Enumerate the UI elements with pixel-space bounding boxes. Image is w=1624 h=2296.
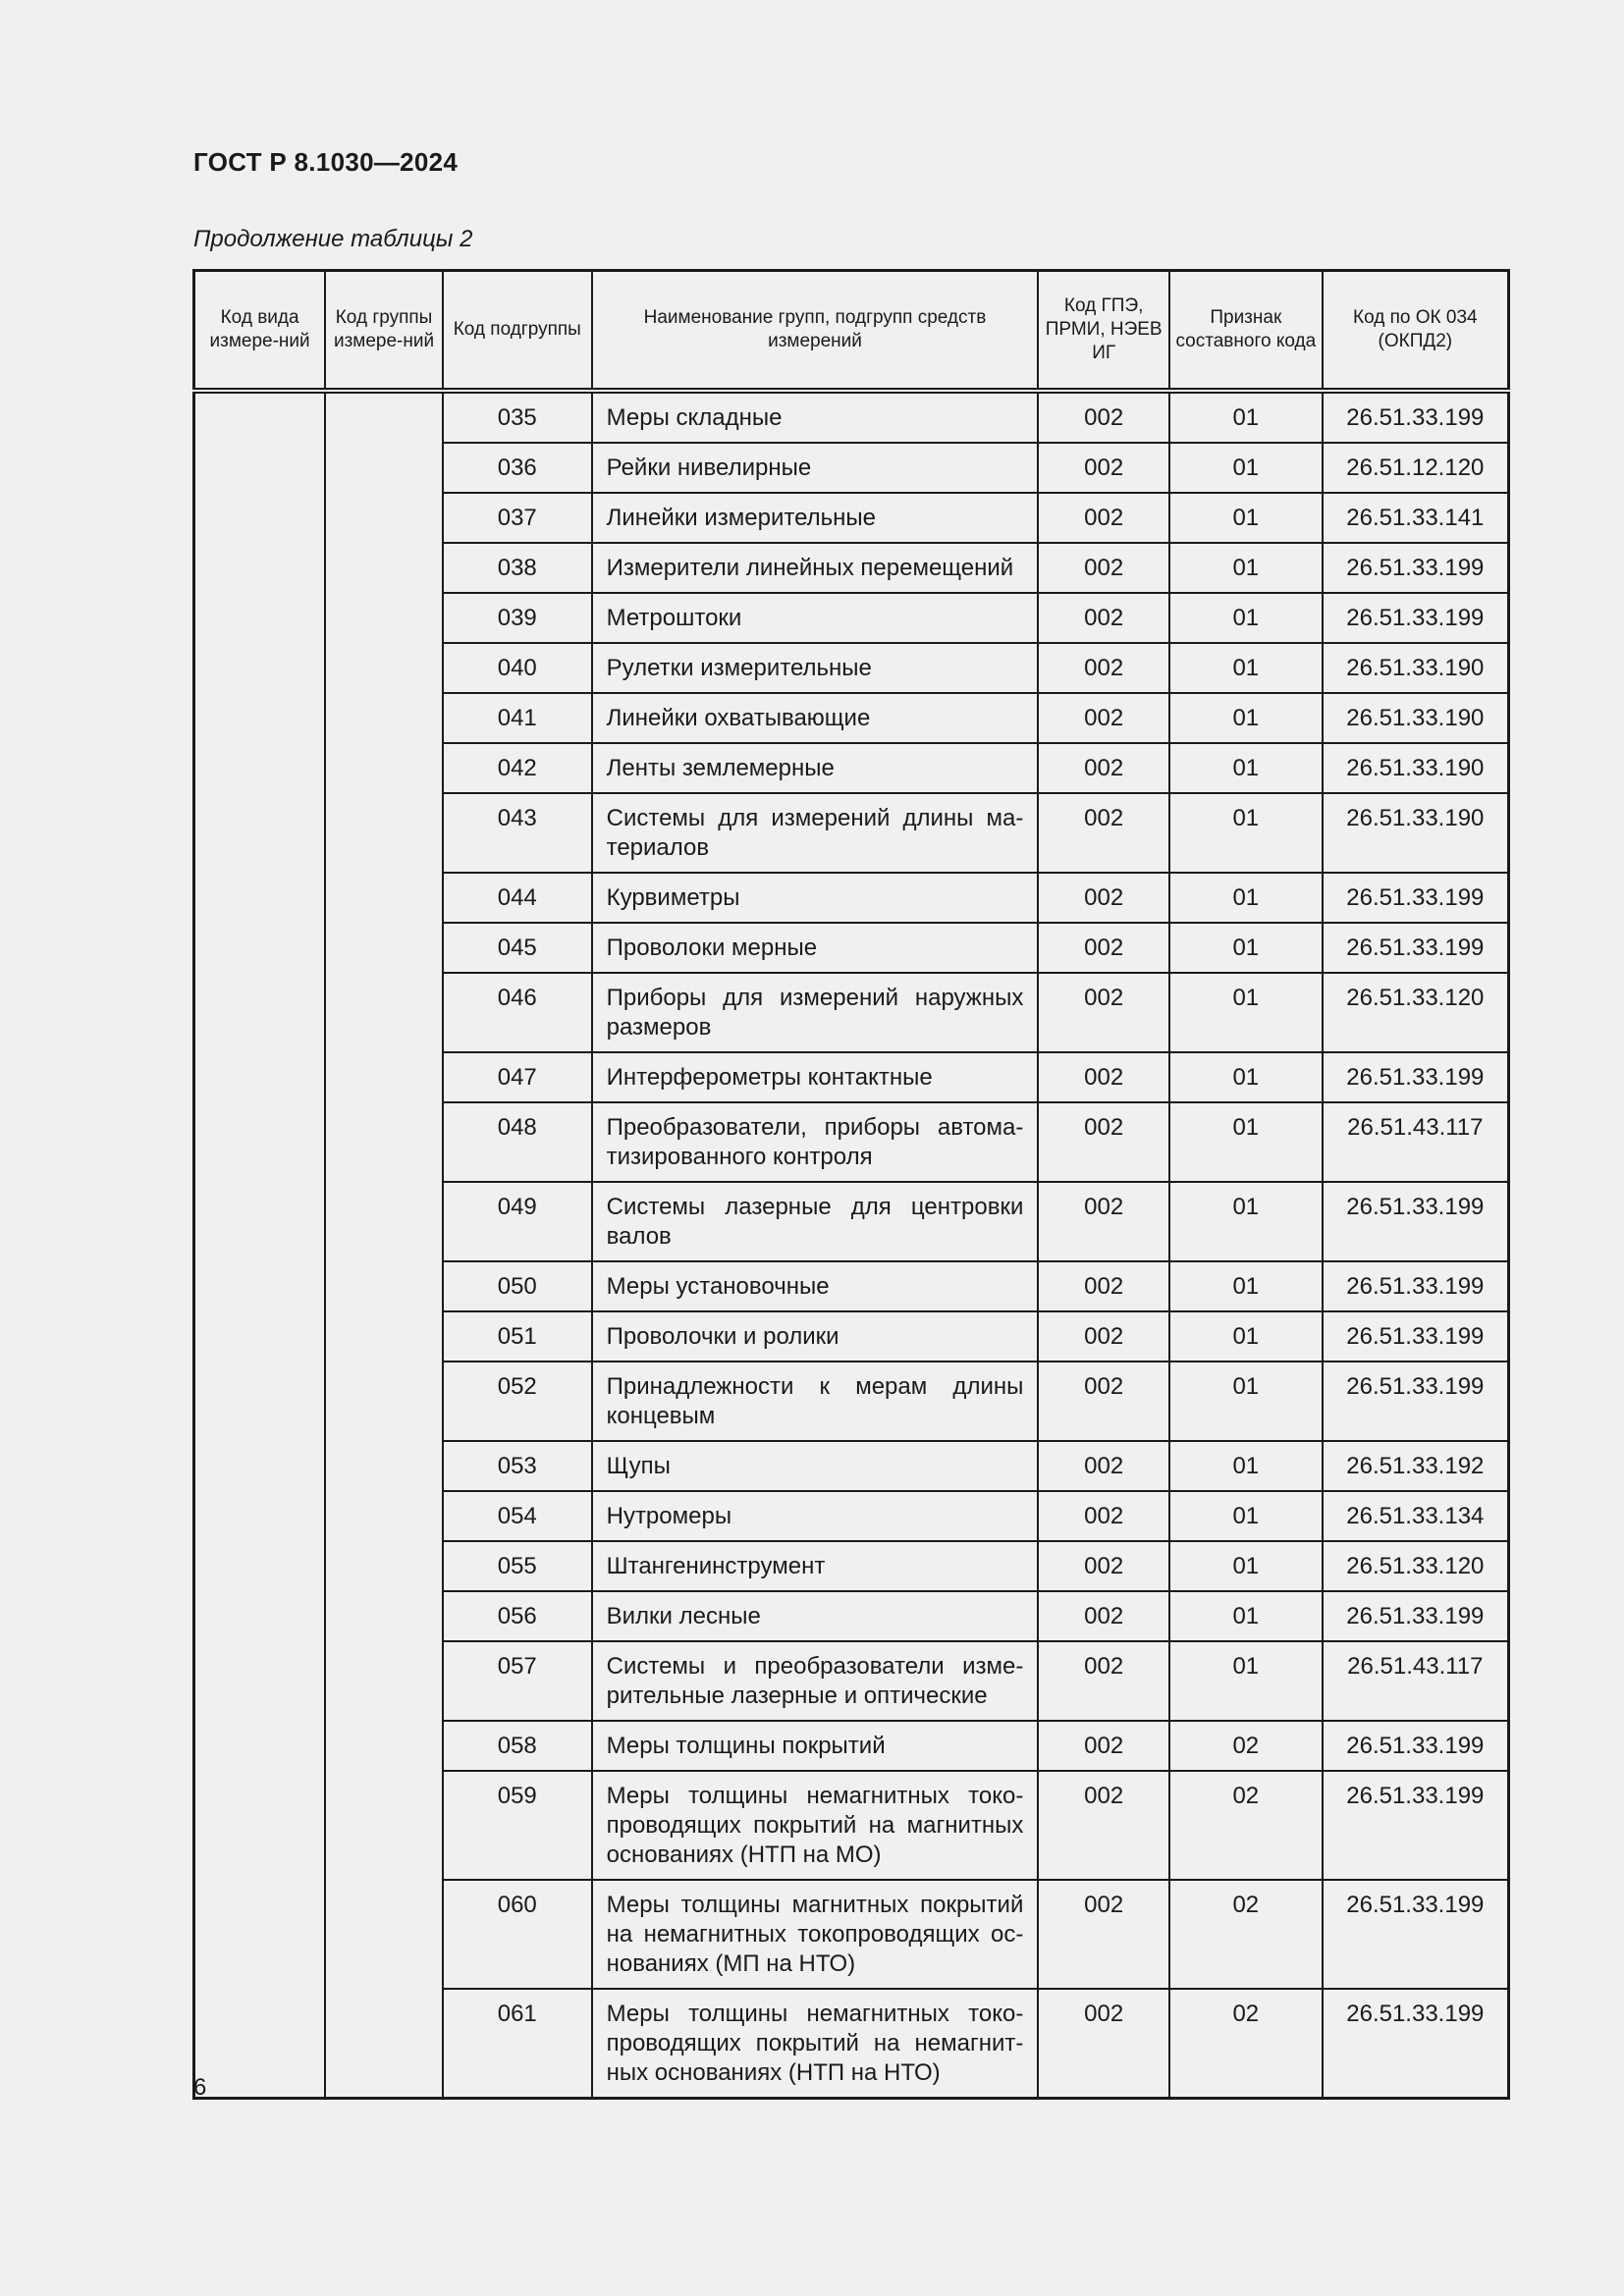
subgroup-code-cell: 044	[443, 873, 592, 923]
composite-sign-cell: 01	[1169, 391, 1323, 443]
subgroup-name-cell: Метроштоки	[592, 593, 1039, 643]
subgroup-name-cell: Меры складные	[592, 391, 1039, 443]
table-row	[194, 391, 1509, 443]
okpd2-code-cell: 26.51.33.199	[1323, 543, 1509, 593]
okpd2-code-cell: 26.51.33.190	[1323, 693, 1509, 743]
subgroup-name-cell: Линейки охватывающие	[592, 693, 1039, 743]
measurement-instruments-table	[192, 269, 1510, 2100]
okpd2-code-cell: 26.51.33.141	[1323, 493, 1509, 543]
subgroup-name-cell: Проволочки и ролики	[592, 1311, 1039, 1362]
gpe-code-cell: 002	[1038, 793, 1169, 873]
subgroup-code-cell: 053	[443, 1441, 592, 1491]
okpd2-code-cell: 26.51.43.117	[1323, 1641, 1509, 1721]
gpe-code-cell: 002	[1038, 1989, 1169, 2099]
subgroup-code-cell: 042	[443, 743, 592, 793]
composite-sign-cell: 01	[1169, 593, 1323, 643]
okpd2-code-cell: 26.51.33.199	[1323, 1721, 1509, 1771]
composite-sign-cell: 01	[1169, 873, 1323, 923]
okpd2-code-cell: 26.51.33.199	[1323, 1771, 1509, 1880]
gpe-code-cell: 002	[1038, 1052, 1169, 1102]
composite-sign-cell: 01	[1169, 1362, 1323, 1441]
column-header-name: Наименование групп, подгрупп средств измерений	[592, 271, 1039, 392]
subgroup-name-cell: Интерферометры контактные	[592, 1052, 1039, 1102]
composite-sign-cell: 01	[1169, 743, 1323, 793]
subgroup-name-cell: Рейки нивелирные	[592, 443, 1039, 493]
gpe-code-cell: 002	[1038, 1102, 1169, 1182]
composite-sign-cell: 01	[1169, 1182, 1323, 1261]
page-number: 6	[193, 2074, 207, 2101]
subgroup-code-cell: 050	[443, 1261, 592, 1311]
composite-sign-cell: 01	[1169, 1441, 1323, 1491]
okpd2-code-cell: 26.51.33.199	[1323, 1989, 1509, 2099]
okpd2-code-cell: 26.51.33.199	[1323, 1591, 1509, 1641]
subgroup-name-cell: Системы для измерений длины материалов	[592, 793, 1039, 873]
gpe-code-cell: 002	[1038, 743, 1169, 793]
okpd2-code-cell: 26.51.33.199	[1323, 1311, 1509, 1362]
gpe-code-cell: 002	[1038, 923, 1169, 973]
gpe-code-cell: 002	[1038, 1261, 1169, 1311]
gpe-code-cell: 002	[1038, 643, 1169, 693]
composite-sign-cell: 01	[1169, 1591, 1323, 1641]
gpe-code-cell: 002	[1038, 1591, 1169, 1641]
composite-sign-cell: 01	[1169, 1052, 1323, 1102]
composite-sign-cell: 02	[1169, 1989, 1323, 2099]
gpe-code-cell: 002	[1038, 1362, 1169, 1441]
okpd2-code-cell: 26.51.33.192	[1323, 1441, 1509, 1491]
okpd2-code-cell: 26.51.33.199	[1323, 391, 1509, 443]
okpd2-code-cell: 26.51.43.117	[1323, 1102, 1509, 1182]
subgroup-code-cell: 058	[443, 1721, 592, 1771]
subgroup-name-cell: Щупы	[592, 1441, 1039, 1491]
subgroup-code-cell: 060	[443, 1880, 592, 1989]
subgroup-code-cell: 046	[443, 973, 592, 1052]
subgroup-code-cell: 036	[443, 443, 592, 493]
subgroup-code-cell: 040	[443, 643, 592, 693]
composite-sign-cell: 01	[1169, 693, 1323, 743]
subgroup-name-cell: Меры толщины магнитных покрытий на немагнитных токопроводящих основаниях (МП на НТО)	[592, 1880, 1039, 1989]
gpe-code-cell: 002	[1038, 1491, 1169, 1541]
subgroup-code-cell: 048	[443, 1102, 592, 1182]
subgroup-code-cell: 057	[443, 1641, 592, 1721]
subgroup-code-cell: 061	[443, 1989, 592, 2099]
composite-sign-cell: 01	[1169, 443, 1323, 493]
gpe-code-cell: 002	[1038, 1771, 1169, 1880]
column-header-composite-sign: Признак составного кода	[1169, 271, 1323, 392]
gpe-code-cell: 002	[1038, 1541, 1169, 1591]
table-header-row	[194, 271, 1509, 392]
gpe-code-cell: 002	[1038, 973, 1169, 1052]
composite-sign-cell: 01	[1169, 1311, 1323, 1362]
okpd2-code-cell: 26.51.33.199	[1323, 1052, 1509, 1102]
subgroup-code-cell: 037	[443, 493, 592, 543]
column-header-subgroup-code: Код подгруппы	[443, 271, 592, 392]
composite-sign-cell: 01	[1169, 543, 1323, 593]
subgroup-code-cell: 059	[443, 1771, 592, 1880]
gpe-code-cell: 002	[1038, 1182, 1169, 1261]
subgroup-code-cell: 047	[443, 1052, 592, 1102]
subgroup-name-cell: Меры установочные	[592, 1261, 1039, 1311]
composite-sign-cell: 02	[1169, 1880, 1323, 1989]
gpe-code-cell: 002	[1038, 1641, 1169, 1721]
okpd2-code-cell: 26.51.33.190	[1323, 743, 1509, 793]
subgroup-name-cell: Проволоки мерные	[592, 923, 1039, 973]
okpd2-code-cell: 26.51.33.199	[1323, 1880, 1509, 1989]
composite-sign-cell: 01	[1169, 643, 1323, 693]
composite-sign-cell: 02	[1169, 1721, 1323, 1771]
subgroup-name-cell: Линейки измерительные	[592, 493, 1039, 543]
gpe-code-cell: 002	[1038, 443, 1169, 493]
okpd2-code-cell: 26.51.33.199	[1323, 1261, 1509, 1311]
gpe-code-cell: 002	[1038, 873, 1169, 923]
table-body	[194, 391, 1509, 2099]
okpd2-code-cell: 26.51.33.199	[1323, 593, 1509, 643]
composite-sign-cell: 01	[1169, 1541, 1323, 1591]
composite-sign-cell: 01	[1169, 973, 1323, 1052]
subgroup-code-cell: 045	[443, 923, 592, 973]
subgroup-code-cell: 043	[443, 793, 592, 873]
column-header-group-code: Код группы измере-ний	[325, 271, 443, 392]
gpe-code-cell: 002	[1038, 693, 1169, 743]
subgroup-name-cell: Системы лазерные для центровки валов	[592, 1182, 1039, 1261]
group-code-cell	[325, 391, 443, 2099]
okpd2-code-cell: 26.51.33.134	[1323, 1491, 1509, 1541]
composite-sign-cell: 01	[1169, 923, 1323, 973]
subgroup-name-cell: Штангенинструмент	[592, 1541, 1039, 1591]
column-header-gpe-code: Код ГПЭ, ПРМИ, НЭЕВ ИГ	[1038, 271, 1169, 392]
composite-sign-cell: 01	[1169, 493, 1323, 543]
subgroup-code-cell: 055	[443, 1541, 592, 1591]
okpd2-code-cell: 26.51.33.199	[1323, 873, 1509, 923]
subgroup-name-cell: Приборы для измерений наружных размеров	[592, 973, 1039, 1052]
composite-sign-cell: 02	[1169, 1771, 1323, 1880]
subgroup-name-cell: Принадлежности к мерам длины концевым	[592, 1362, 1039, 1441]
column-header-okpd2-code: Код по ОК 034 (ОКПД2)	[1323, 271, 1509, 392]
subgroup-code-cell: 052	[443, 1362, 592, 1441]
subgroup-name-cell: Измерители линейных перемещений	[592, 543, 1039, 593]
subgroup-name-cell: Системы и преобразователи измерительные лазерные и оптические	[592, 1641, 1039, 1721]
okpd2-code-cell: 26.51.33.199	[1323, 1182, 1509, 1261]
subgroup-code-cell: 049	[443, 1182, 592, 1261]
okpd2-code-cell: 26.51.33.120	[1323, 973, 1509, 1052]
composite-sign-cell: 01	[1169, 1491, 1323, 1541]
gpe-code-cell: 002	[1038, 593, 1169, 643]
okpd2-code-cell: 26.51.33.199	[1323, 923, 1509, 973]
gpe-code-cell: 002	[1038, 1311, 1169, 1362]
okpd2-code-cell: 26.51.33.190	[1323, 793, 1509, 873]
subgroup-name-cell: Нутромеры	[592, 1491, 1039, 1541]
gpe-code-cell: 002	[1038, 1880, 1169, 1989]
subgroup-name-cell: Преобразователи, приборы автоматизированного контроля	[592, 1102, 1039, 1182]
subgroup-code-cell: 041	[443, 693, 592, 743]
subgroup-name-cell: Меры толщины немагнитных токопроводящих покрытий на магнитных основаниях (НТП на МО)	[592, 1771, 1039, 1880]
okpd2-code-cell: 26.51.33.120	[1323, 1541, 1509, 1591]
column-header-measurement-type-code: Код вида измере-ний	[194, 271, 326, 392]
composite-sign-cell: 01	[1169, 1261, 1323, 1311]
okpd2-code-cell: 26.51.12.120	[1323, 443, 1509, 493]
subgroup-name-cell: Ленты землемерные	[592, 743, 1039, 793]
subgroup-code-cell: 054	[443, 1491, 592, 1541]
subgroup-name-cell: Меры толщины покрытий	[592, 1721, 1039, 1771]
subgroup-code-cell: 051	[443, 1311, 592, 1362]
gpe-code-cell: 002	[1038, 1441, 1169, 1491]
gpe-code-cell: 002	[1038, 391, 1169, 443]
okpd2-code-cell: 26.51.33.199	[1323, 1362, 1509, 1441]
measurement-type-code-cell	[194, 391, 326, 2099]
subgroup-code-cell: 035	[443, 391, 592, 443]
okpd2-code-cell: 26.51.33.190	[1323, 643, 1509, 693]
subgroup-name-cell: Курвиметры	[592, 873, 1039, 923]
composite-sign-cell: 01	[1169, 1641, 1323, 1721]
subgroup-code-cell: 038	[443, 543, 592, 593]
subgroup-code-cell: 056	[443, 1591, 592, 1641]
gpe-code-cell: 002	[1038, 1721, 1169, 1771]
document-title: ГОСТ Р 8.1030—2024	[193, 147, 459, 177]
subgroup-name-cell: Меры толщины немагнитных токопроводящих покрытий на немагнитных основаниях (НТП на НТО)	[592, 1989, 1039, 2099]
subgroup-code-cell: 039	[443, 593, 592, 643]
composite-sign-cell: 01	[1169, 1102, 1323, 1182]
gpe-code-cell: 002	[1038, 493, 1169, 543]
gpe-code-cell: 002	[1038, 543, 1169, 593]
table-caption: Продолжение таблицы 2	[193, 226, 473, 252]
subgroup-name-cell: Рулетки измерительные	[592, 643, 1039, 693]
composite-sign-cell: 01	[1169, 793, 1323, 873]
subgroup-name-cell: Вилки лесные	[592, 1591, 1039, 1641]
